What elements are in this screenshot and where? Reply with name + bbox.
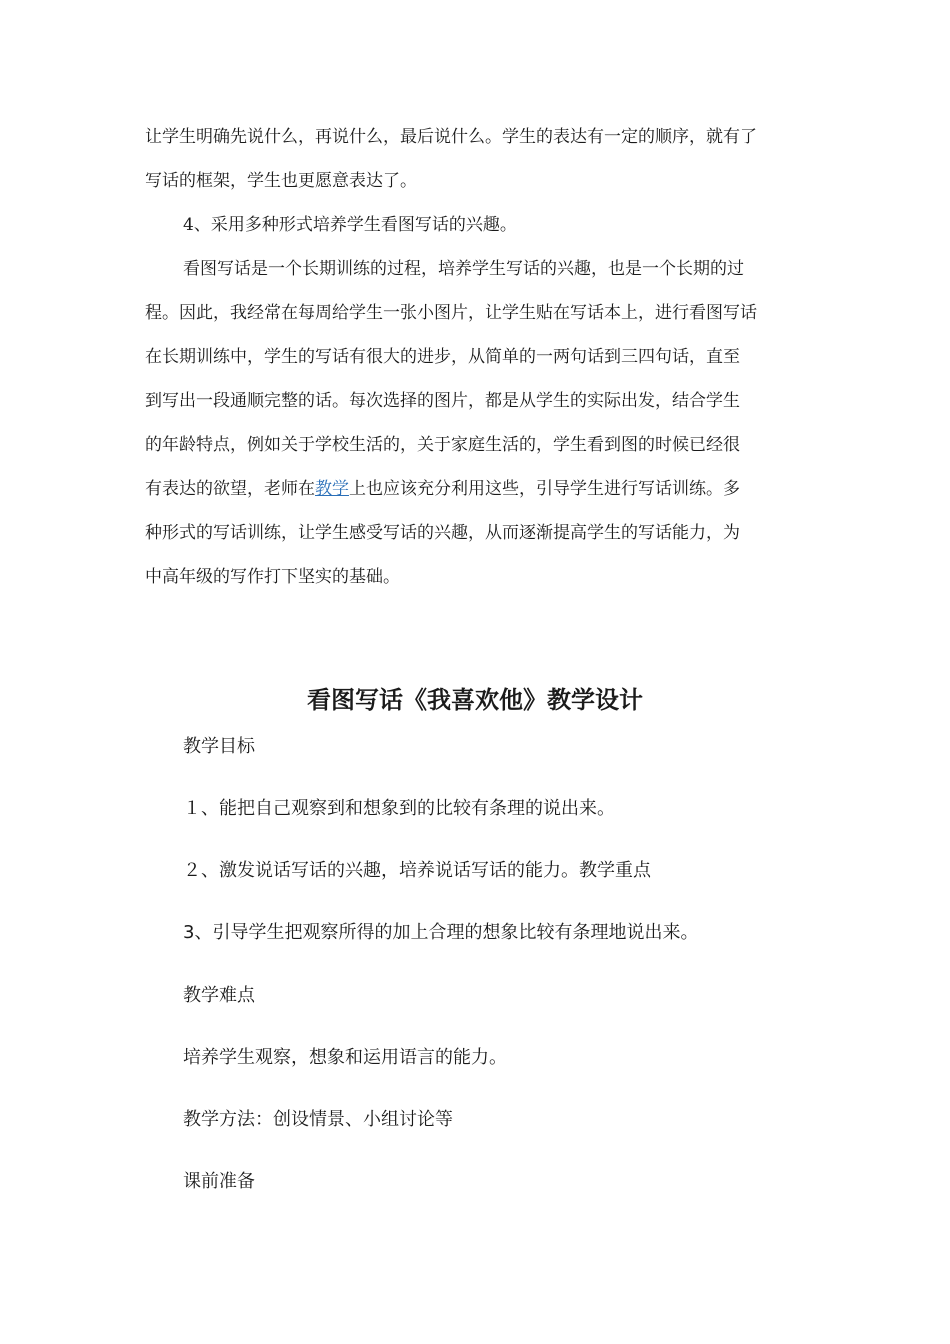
document-title: 看图写话《我喜欢他》教学设计 bbox=[307, 686, 643, 714]
paragraph-line: 中高年级的写作打下坚实的基础。 bbox=[145, 567, 400, 587]
section-heading-difficulty: 教学难点 bbox=[183, 985, 255, 1006]
goal-item: 3、引导学生把观察所得的加上合理的想象比较有条理地说出来。 bbox=[183, 922, 699, 943]
paragraph-line: 写话的框架，学生也更愿意表达了。 bbox=[145, 171, 417, 191]
goal-item: １、能把自己观察到和想象到的比较有条理的说出来。 bbox=[183, 798, 615, 819]
teaching-methods: 教学方法：创设情景、小组讨论等 bbox=[183, 1109, 453, 1130]
paragraph-line: 到写出一段通顺完整的话。每次选择的图片，都是从学生的实际出发，结合学生 bbox=[145, 391, 740, 411]
paragraph-line: 程。因此，我经常在每周给学生一张小图片，让学生贴在写话本上，进行看图写话 bbox=[145, 303, 757, 323]
paragraph-line: 种形式的写话训练，让学生感受写话的兴趣，从而逐渐提高学生的写话能力，为 bbox=[145, 523, 740, 543]
difficulty-text: 培养学生观察，想象和运用语言的能力。 bbox=[183, 1047, 507, 1068]
paragraph-line bbox=[145, 477, 740, 501]
paragraph-line: 让学生明确先说什么，再说什么，最后说什么。学生的表达有一定的顺序，就有了 bbox=[145, 127, 757, 147]
paragraph-line: 在长期训练中，学生的写话有很大的进步，从简单的一两句话到三四句话，直至 bbox=[145, 347, 740, 367]
paragraph-line: 的年龄特点，例如关于学校生活的，关于家庭生活的，学生看到图的时候已经很 bbox=[145, 435, 740, 455]
list-heading: 4、采用多种形式培养学生看图写话的兴趣。 bbox=[183, 215, 517, 235]
goal-item: ２、激发说话写话的兴趣，培养说话写话的能力。教学重点 bbox=[183, 860, 651, 881]
text-segment: 上也应该充分利用这些，引导学生进行写话训练。多 bbox=[349, 479, 740, 499]
paragraph-line: 看图写话是一个长期训练的过程，培养学生写话的兴趣，也是一个长期的过 bbox=[183, 259, 744, 279]
teaching-link[interactable]: 教学 bbox=[315, 479, 349, 499]
section-heading-goals: 教学目标 bbox=[183, 736, 255, 757]
text-segment: 有表达的欲望，老师在 bbox=[145, 479, 315, 499]
section-heading-preparation: 课前准备 bbox=[183, 1171, 255, 1192]
